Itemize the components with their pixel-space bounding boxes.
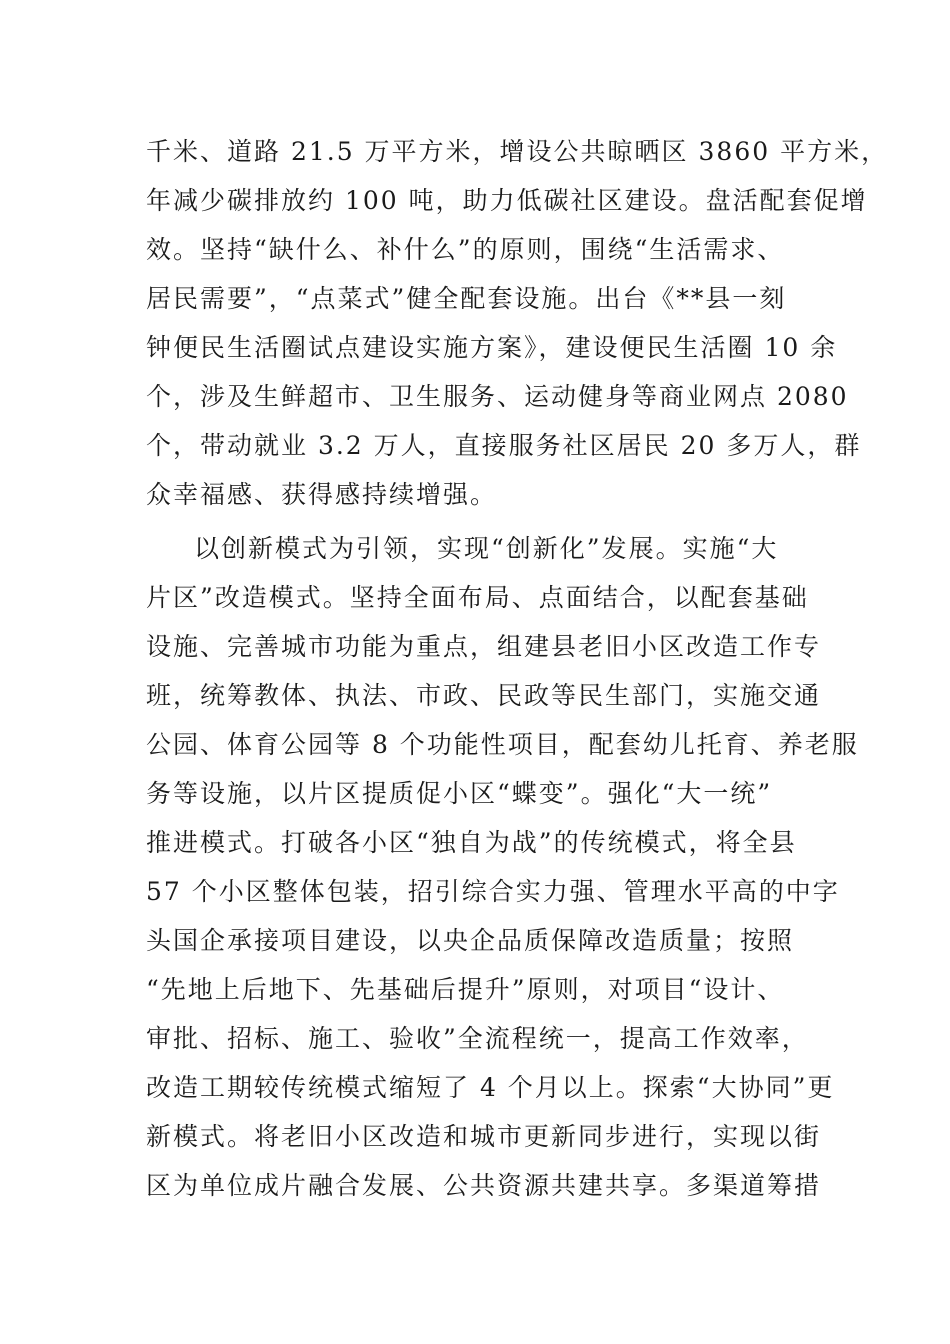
paragraph-2-line-3: 设施、完善城市功能为重点，组建县老旧小区改造工作专 (146, 632, 822, 661)
paragraph-1-line-4: 居民需要”，“点菜式”健全配套设施。出台《**县一刻 (146, 284, 787, 313)
paragraph-2-line-10: “先地上后地下、先基础后提升”原则，对项目“设计、 (146, 975, 785, 1004)
paragraph-2-line-2: 片区”改造模式。坚持全面布局、点面结合，以配套基础 (146, 583, 809, 612)
paragraph-2-line-1: 以创新模式为引领，实现“创新化”发展。实施“大 (194, 534, 779, 563)
paragraph-2-line-5: 公园、体育公园等 8 个功能性项目，配套幼儿托育、养老服 (146, 730, 859, 759)
paragraph-2-line-9: 头国企承接项目建设，以央企品质保障改造质量；按照 (146, 926, 795, 955)
paragraph-2-line-7: 推进模式。打破各小区“独自为战”的传统模式，将全县 (146, 828, 797, 857)
paragraph-1-line-7: 个，带动就业 3.2 万人，直接服务社区居民 20 多万人，群 (146, 431, 862, 460)
paragraph-2-line-4: 班，统筹教体、执法、市政、民政等民生部门，实施交通 (146, 681, 822, 710)
paragraph-1-line-1: 千米、道路 21.5 万平方米，增设公共晾晒区 3860 平方米， (146, 137, 889, 166)
paragraph-1-line-6: 个，涉及生鲜超市、卫生服务、运动健身等商业网点 2080 (146, 382, 849, 411)
paragraph-1-line-8: 众幸福感、获得感持续增强。 (146, 480, 498, 509)
paragraph-1-line-2: 年减少碳排放约 100 吨，助力低碳社区建设。盘活配套促增 (146, 186, 868, 215)
paragraph-2-line-13: 新模式。将老旧小区改造和城市更新同步进行，实现以街 (146, 1122, 822, 1151)
paragraph-1-line-5: 钟便民生活圈试点建设实施方案》，建设便民生活圈 10 余 (146, 333, 838, 362)
paragraph-2-line-12: 改造工期较传统模式缩短了 4 个月以上。探索“大协同”更 (146, 1073, 835, 1102)
paragraph-2-line-6: 务等设施，以片区提质促小区“蝶变”。强化“大一统” (146, 779, 773, 808)
paragraph-2-line-11: 审批、招标、施工、验收”全流程统一，提高工作效率， (146, 1024, 809, 1053)
paragraph-2-line-14: 区为单位成片融合发展、公共资源共建共享。多渠道筹措 (146, 1171, 822, 1200)
paragraph-1-line-3: 效。坚持“缺什么、补什么”的原则，围绕“生活需求、 (146, 235, 785, 264)
paragraph-2-line-8: 57 个小区整体包装，招引综合实力强、管理水平高的中字 (146, 877, 840, 906)
